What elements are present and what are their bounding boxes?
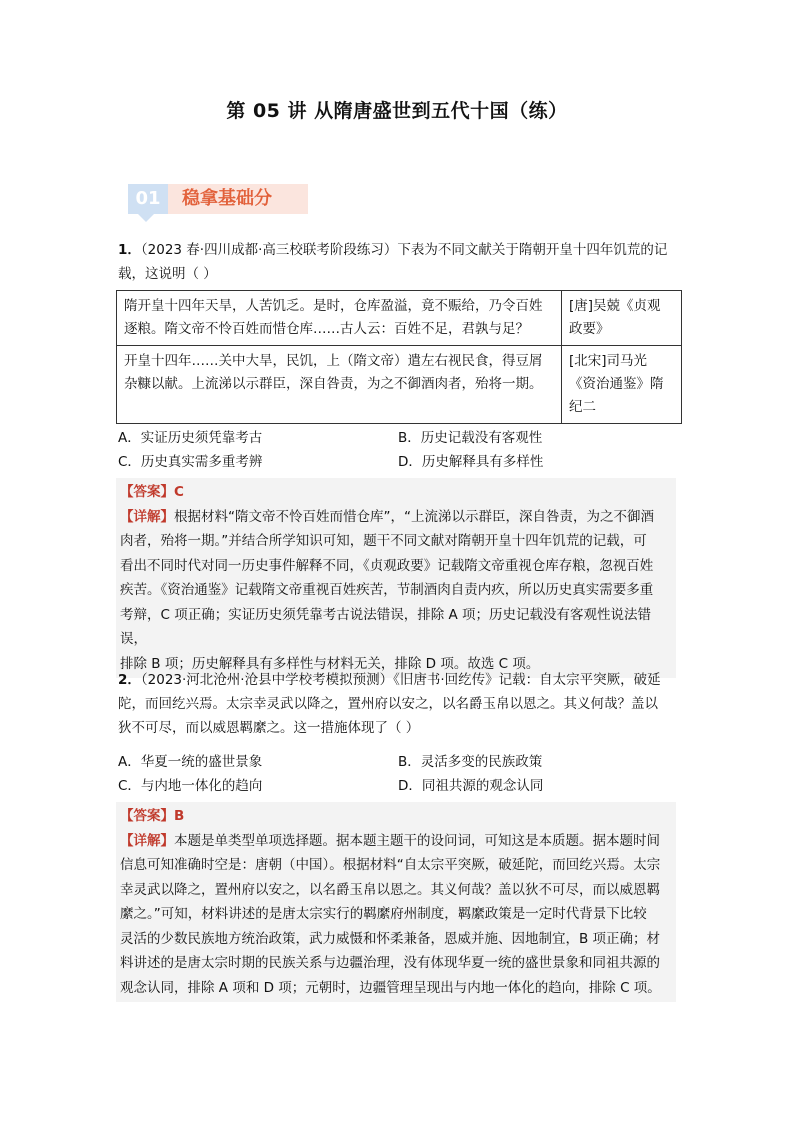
detail-line: 考辩，C 项正确；实证历史须凭靠考古说法错误，排除 A 项；历史记载没有客观性说法错误， (120, 606, 652, 647)
detail-text: 本题是单类型单项选择题。据本题主题干的设问词，可知这是本质题。据本题时间 (174, 832, 660, 849)
page-title: 第 05 讲 从隋唐盛世到五代十国（练） (226, 100, 568, 122)
option-a: A．实证历史须凭靠考古 (118, 430, 263, 446)
detail-line: 灵活的少数民族地方统治政策，武力威慑和怀柔兼备，恩威并施、因地制宜，B 项正确；材 (120, 930, 661, 947)
answer-value: B (174, 808, 185, 824)
section-banner (128, 184, 308, 214)
stem-line: （2023·河北沧州·沧县中学校考模拟预测）《旧唐书·回纥传》记载：自太宗平突厥，破延 (140, 672, 661, 688)
stem-line: 陀，而回纥兴焉。太宗幸灵武以降之，置州府以安之，以名爵玉帛以恩之。其义何哉？盖以 (118, 696, 658, 712)
option-c: C．与内地一体化的趋向 (118, 778, 263, 794)
question-2-answer-block (116, 802, 676, 1002)
stem-line: 载，这说明（ ） (118, 266, 217, 282)
stem-line: 狄不可尽，而以威恩羁縻之。这一措施体现了（ ） (118, 720, 420, 736)
source-table (116, 290, 682, 424)
question-number: 1． (118, 242, 141, 258)
detail-tag: 【详解】 (120, 508, 174, 525)
question-2-stem (118, 668, 678, 740)
detail-line: 信息可知准确时空是：唐朝（中国）。根据材料“自太宗平突厥，破延陀，而回纥兴焉。太宗 (120, 857, 661, 873)
detail-line: 幸灵武以降之，置州府以安之，以名爵玉帛以恩之。其义何哉？盖以狄不可尽，而以威恩羁 (120, 881, 660, 898)
question-number: 2． (118, 672, 141, 688)
table-cell-text: 隋开皇十四年天旱，人苦饥乏。是时，仓库盈溢，竟不赈给，乃令百姓逐粮。隋文帝不怜百姓而惜仓库……古人云：百姓不足，君孰与足？ (117, 291, 562, 346)
question-1-answer-block (116, 478, 676, 678)
detail-line: 观念认同，排除 A 项和 D 项；元朝时，边疆管理呈现出与内地一体化的趋向，排除 C 项。 (120, 979, 661, 996)
detail-line: 肉者，殆将一期。”并结合所学知识可知，题干不同文献对隋朝开皇十四年饥荒的记载，可 (120, 533, 647, 549)
table-row (117, 346, 682, 424)
question-1-options (118, 426, 678, 474)
option-b: B．灵活多变的民族政策 (398, 754, 543, 770)
question-1-stem (118, 238, 678, 286)
detail-line (120, 505, 672, 530)
answer-tag: 【答案】 (120, 484, 174, 500)
option-c: C．历史真实需多重考辨 (118, 454, 263, 470)
detail-line: 縻之。”可知，材料讲述的是唐太宗实行的羁縻府州制度，羁縻政策是一定时代背景下比较 (120, 906, 647, 922)
detail-line: 料讲述的是唐太宗时期的民族关系与边疆治理，没有体现华夏一统的盛世景象和同祖共源的 (120, 955, 660, 971)
detail-line: 看出不同时代对同一历史事件解释不同，《贞观政要》记载隋文帝重视仓库存粮，忽视百姓 (120, 557, 654, 574)
table-cell-source: [北宋]司马光《资治通鉴》隋纪二 (562, 346, 682, 424)
answer-line (120, 480, 672, 505)
option-b: B．历史记载没有客观性 (398, 430, 543, 446)
detail-line (120, 829, 672, 854)
section-number: 01 (128, 184, 168, 214)
answer-line (120, 804, 672, 829)
detail-line: 排除 B 项；历史解释具有多样性与材料无关，排除 D 项。故选 C 项。 (120, 655, 540, 672)
answer-tag: 【答案】 (120, 808, 174, 824)
answer-value: C (174, 484, 184, 500)
detail-line: 疾苦。《资治通鉴》记载隋文帝重视百姓疾苦，节制酒肉自责内疚，所以历史真实需要多重 (120, 582, 654, 598)
section-label: 稳拿基础分 (168, 184, 308, 214)
question-2-options (118, 750, 678, 798)
table-cell-source: [唐]吴兢《贞观政要》 (562, 291, 682, 346)
detail-text: 根据材料“隋文帝不怜百姓而惜仓库”，“上流涕以示群臣，深自咎责，为之不御酒 (174, 508, 654, 525)
table-row (117, 291, 682, 346)
option-a: A．华夏一统的盛世景象 (118, 754, 263, 770)
stem-line: （2023 春·四川成都·高三校联考阶段练习）下表为不同文献关于隋朝开皇十四年饥荒的记 (140, 242, 668, 258)
option-d: D．同祖共源的观念认同 (398, 778, 544, 794)
table-cell-text: 开皇十四年……关中大旱，民饥，上（隋文帝）遣左右视民食，得豆屑杂糠以献。上流涕以示群臣，深自咎责，为之不御酒肉者，殆将一期。 (117, 346, 562, 424)
option-d: D．历史解释具有多样性 (398, 454, 544, 470)
detail-tag: 【详解】 (120, 832, 174, 849)
